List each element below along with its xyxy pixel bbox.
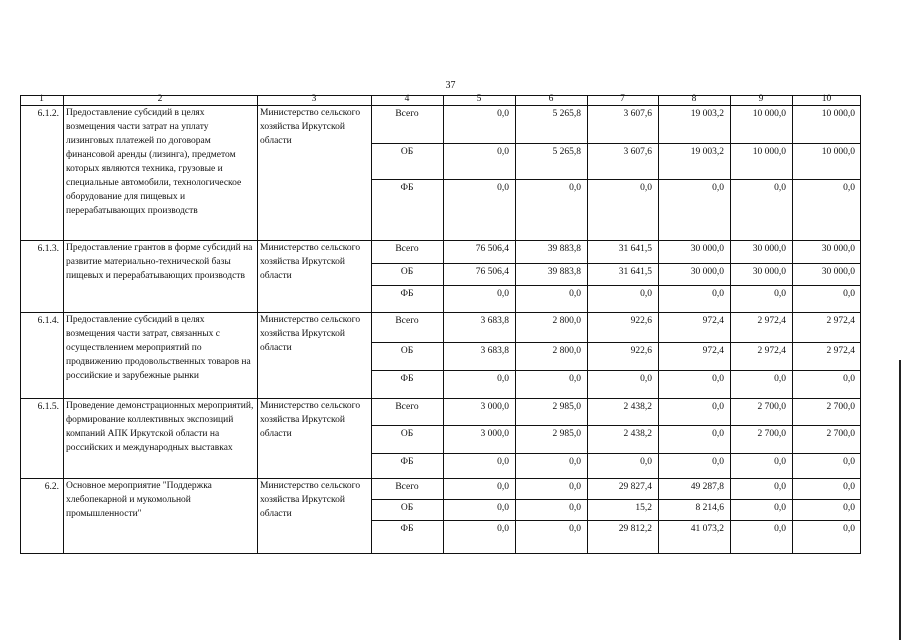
- budget-table: [20, 95, 861, 554]
- value-cell: 0,0: [774, 183, 786, 193]
- source-label: ФБ: [400, 183, 414, 193]
- value-cell: 0,0: [497, 147, 509, 157]
- value-cell: 10 000,0: [752, 109, 786, 119]
- header-cell: 2: [157, 94, 163, 104]
- subrow-divider: [371, 453, 861, 454]
- source-label: ФБ: [400, 374, 414, 384]
- value-cell: 0,0: [712, 429, 724, 439]
- value-cell: 0,0: [712, 289, 724, 299]
- value-cell: 0,0: [712, 402, 724, 412]
- source-label: ОБ: [400, 429, 414, 439]
- value-cell: 0,0: [774, 289, 786, 299]
- row-description: Предоставление грантов в форме субсидий на развитие материально-технической базы пищевых и перерабатывающих производств: [66, 243, 253, 281]
- value-cell: 2 985,0: [552, 402, 581, 412]
- value-cell: 0,0: [569, 289, 581, 299]
- value-cell: 30 000,0: [752, 244, 786, 254]
- row-description: Предоставление субсидий в целях возмещения части затрат, связанных с осуществлением мероприятий по продвижению продовольственных товаров на российские и зарубежные рынки: [66, 315, 251, 381]
- value-cell: 0,0: [774, 524, 786, 534]
- value-cell: 5 265,8: [552, 147, 581, 157]
- value-cell: 0,0: [640, 457, 652, 467]
- value-cell: 0,0: [712, 457, 724, 467]
- value-cell: 0,0: [569, 457, 581, 467]
- value-cell: 0,0: [497, 482, 509, 492]
- value-cell: 31 641,5: [618, 244, 652, 254]
- header-cell: 10: [821, 94, 832, 104]
- subrow-divider: [371, 342, 861, 343]
- row-code: 6.1.5.: [37, 402, 59, 412]
- value-cell: 0,0: [774, 482, 786, 492]
- value-cell: 30 000,0: [752, 267, 786, 277]
- value-cell: 10 000,0: [821, 109, 855, 119]
- value-cell: 29 827,4: [618, 482, 652, 492]
- value-cell: 0,0: [569, 524, 581, 534]
- source-label: ОБ: [400, 147, 414, 157]
- value-cell: 0,0: [843, 457, 855, 467]
- header-cell: 4: [404, 94, 410, 104]
- value-cell: 0,0: [569, 374, 581, 384]
- value-cell: 0,0: [640, 183, 652, 193]
- value-cell: 3 000,0: [480, 429, 509, 439]
- source-label: Всего: [395, 109, 419, 119]
- subrow-divider: [371, 143, 861, 144]
- value-cell: 29 812,2: [618, 524, 652, 534]
- source-label: ОБ: [400, 267, 414, 277]
- row-code: 6.2.: [44, 482, 59, 492]
- row-code: 6.1.4.: [37, 316, 59, 326]
- value-cell: 0,0: [843, 374, 855, 384]
- value-cell: 0,0: [569, 503, 581, 513]
- value-cell: 10 000,0: [821, 147, 855, 157]
- row-description: Предоставление субсидий в целях возмещения части затрат на уплату лизинговых платежей по договорам финансовой аренды (лизинга), предметом которых являются техника, грузовые и специальные автомобили, технологическое оборудование для пищевых и перерабатывающих производств: [66, 108, 242, 216]
- header-cell: 9: [758, 94, 764, 104]
- value-cell: 3 683,8: [480, 346, 509, 356]
- source-label: ФБ: [400, 289, 414, 299]
- value-cell: 0,0: [843, 482, 855, 492]
- header-cell: 5: [476, 94, 482, 104]
- value-cell: 2 438,2: [623, 402, 652, 412]
- source-label: Всего: [395, 244, 419, 254]
- value-cell: 972,4: [702, 346, 724, 356]
- row-executor: Министерство сельского хозяйства Иркутской области: [260, 401, 361, 439]
- row-executor: Министерство сельского хозяйства Иркутской области: [260, 315, 361, 353]
- value-cell: 2 972,4: [826, 316, 855, 326]
- value-cell: 0,0: [497, 374, 509, 384]
- source-label: Всего: [395, 316, 419, 326]
- row-executor: Министерство сельского хозяйства Иркутской области: [260, 108, 361, 146]
- value-cell: 2 438,2: [623, 429, 652, 439]
- value-cell: 0,0: [569, 183, 581, 193]
- value-cell: 0,0: [774, 374, 786, 384]
- value-cell: 2 972,4: [757, 316, 786, 326]
- column-divider: [63, 95, 64, 554]
- value-cell: 76 506,4: [475, 244, 509, 254]
- value-cell: 8 214,6: [695, 503, 724, 513]
- header-cell: 3: [311, 94, 317, 104]
- value-cell: 2 700,0: [826, 402, 855, 412]
- value-cell: 0,0: [497, 289, 509, 299]
- page-number: 37: [445, 80, 456, 91]
- value-cell: 2 972,4: [757, 346, 786, 356]
- value-cell: 0,0: [774, 503, 786, 513]
- source-label: ОБ: [400, 503, 414, 513]
- value-cell: 0,0: [497, 457, 509, 467]
- subrow-divider: [371, 179, 861, 180]
- value-cell: 0,0: [712, 183, 724, 193]
- value-cell: 0,0: [843, 524, 855, 534]
- value-cell: 972,4: [702, 316, 724, 326]
- value-cell: 0,0: [640, 374, 652, 384]
- value-cell: 2 985,0: [552, 429, 581, 439]
- value-cell: 0,0: [843, 289, 855, 299]
- value-cell: 2 700,0: [757, 402, 786, 412]
- row-code: 6.1.2.: [37, 109, 59, 119]
- row-description: Основное мероприятие "Поддержка хлебопекарной и мукомольной промышленности": [66, 481, 212, 519]
- value-cell: 30 000,0: [821, 244, 855, 254]
- value-cell: 2 800,0: [552, 346, 581, 356]
- value-cell: 49 287,8: [690, 482, 724, 492]
- value-cell: 922,6: [630, 316, 652, 326]
- value-cell: 41 073,2: [690, 524, 724, 534]
- value-cell: 3 683,8: [480, 316, 509, 326]
- value-cell: 31 641,5: [618, 267, 652, 277]
- value-cell: 0,0: [712, 374, 724, 384]
- value-cell: 0,0: [497, 183, 509, 193]
- subrow-divider: [371, 285, 861, 286]
- row-executor: Министерство сельского хозяйства Иркутской области: [260, 243, 361, 281]
- value-cell: 0,0: [843, 183, 855, 193]
- value-cell: 0,0: [569, 482, 581, 492]
- source-label: ОБ: [400, 346, 414, 356]
- value-cell: 3 607,6: [623, 147, 652, 157]
- value-cell: 3 607,6: [623, 109, 652, 119]
- value-cell: 19 003,2: [690, 109, 724, 119]
- header-cell: 6: [548, 94, 554, 104]
- value-cell: 0,0: [640, 289, 652, 299]
- subrow-divider: [371, 425, 861, 426]
- subrow-divider: [371, 520, 861, 521]
- header-cell: 8: [691, 94, 697, 104]
- column-divider: [257, 95, 258, 554]
- value-cell: 0,0: [497, 524, 509, 534]
- subrow-divider: [371, 499, 861, 500]
- row-code: 6.1.3.: [37, 244, 59, 254]
- row-executor: Министерство сельского хозяйства Иркутской области: [260, 481, 361, 519]
- value-cell: 39 883,8: [547, 267, 581, 277]
- value-cell: 30 000,0: [821, 267, 855, 277]
- value-cell: 19 003,2: [690, 147, 724, 157]
- value-cell: 0,0: [497, 503, 509, 513]
- value-cell: 30 000,0: [690, 244, 724, 254]
- value-cell: 922,6: [630, 346, 652, 356]
- value-cell: 2 972,4: [826, 346, 855, 356]
- value-cell: 30 000,0: [690, 267, 724, 277]
- value-cell: 2 700,0: [826, 429, 855, 439]
- value-cell: 0,0: [843, 503, 855, 513]
- value-cell: 2 700,0: [757, 429, 786, 439]
- subrow-divider: [371, 370, 861, 371]
- row-description: Проведение демонстрационных мероприятий, формирование коллективных экспозиций компаний АПК Иркутской области на российских и международных выставках: [66, 401, 254, 453]
- header-cell: 1: [39, 94, 44, 104]
- value-cell: 5 265,8: [552, 109, 581, 119]
- value-cell: 0,0: [497, 109, 509, 119]
- source-label: Всего: [395, 482, 419, 492]
- subrow-divider: [371, 263, 861, 264]
- value-cell: 76 506,4: [475, 267, 509, 277]
- value-cell: 39 883,8: [547, 244, 581, 254]
- header-cell: 7: [620, 94, 625, 104]
- value-cell: 10 000,0: [752, 147, 786, 157]
- value-cell: 0,0: [774, 457, 786, 467]
- source-label: Всего: [395, 402, 419, 412]
- source-label: ФБ: [400, 457, 414, 467]
- value-cell: 3 000,0: [480, 402, 509, 412]
- value-cell: 15,2: [635, 503, 652, 513]
- source-label: ФБ: [400, 524, 414, 534]
- value-cell: 2 800,0: [552, 316, 581, 326]
